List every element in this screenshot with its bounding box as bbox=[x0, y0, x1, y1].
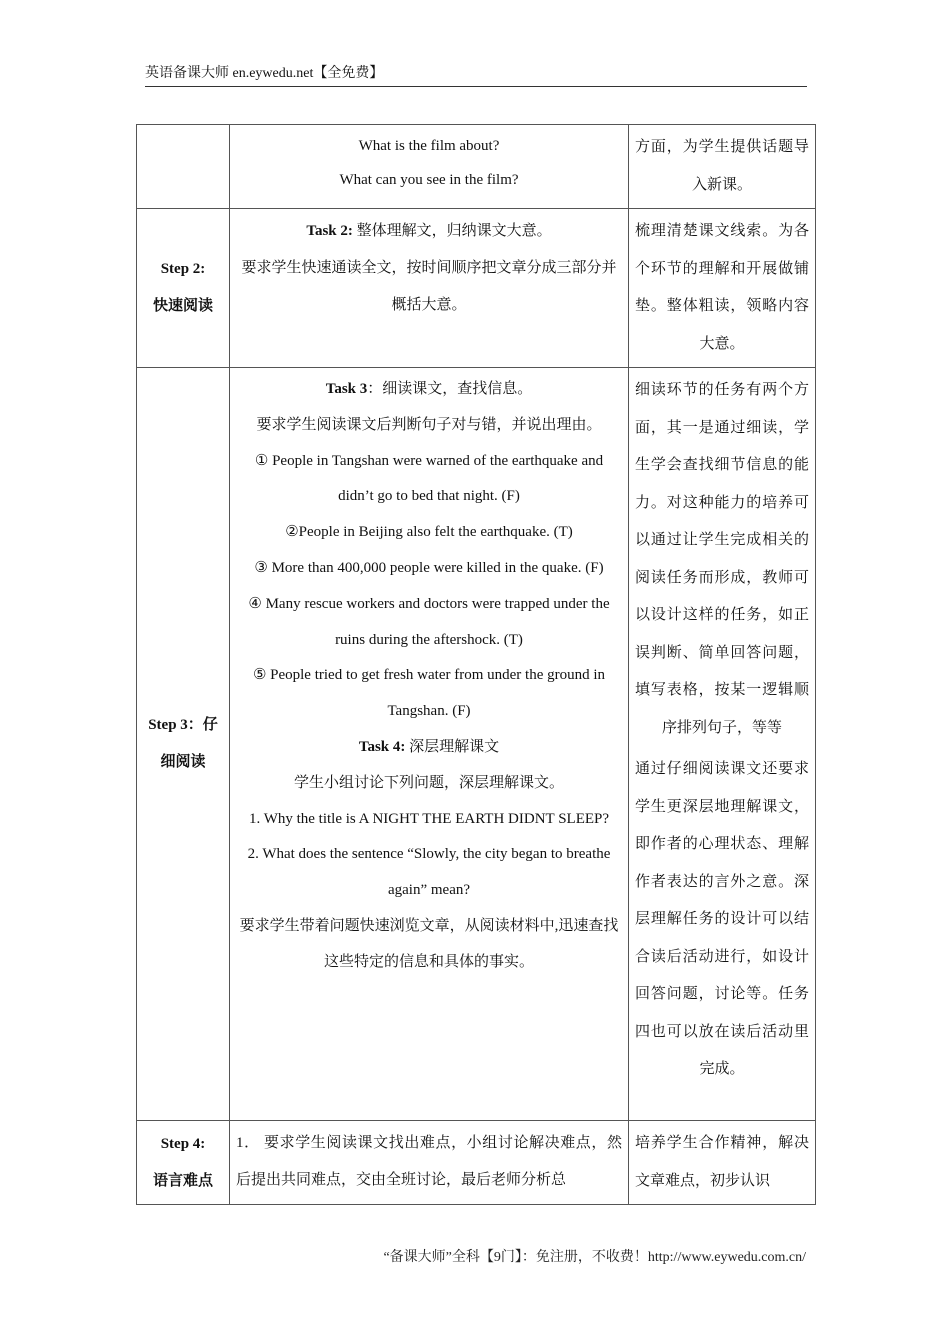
lesson-plan-table bbox=[136, 124, 816, 1205]
step-cell bbox=[137, 1121, 230, 1205]
step-cell bbox=[137, 368, 230, 1121]
statement-item: ④ Many rescue workers and doctors were trapped under the ruins during the aftershock. (T) bbox=[248, 595, 610, 648]
table-row bbox=[137, 209, 816, 368]
activity-text: 1． 要求学生阅读课文找出难点，小组讨论解决难点，然后提出共同难点，交由全班讨论，最后老师分析总 bbox=[236, 1135, 622, 1188]
purpose-text: 通过仔细阅读课文还要求学生更深层地理解课文，即作者的心理状态、理解作者表达的言外之意。深层理解任务的设计可以结合读后活动进行，如设计回答问题，讨论等。任务四也可以放在读后活动里完成。 bbox=[635, 761, 809, 1077]
page-header bbox=[145, 64, 807, 87]
activity-cell bbox=[230, 1121, 629, 1205]
purpose-text: 细读环节的任务有两个方面，其一是通过细读，学生学会查找细节信息的能力。对这种能力的培养可以通过让学生完成相关的阅读任务而形成，教师可以设计这样的任务，如正误判断、简单回答问题，填写表格，按某一逻辑顺序排列句子，等等 bbox=[635, 382, 809, 736]
purpose-cell bbox=[629, 125, 816, 209]
step-title: 语言难点 bbox=[152, 1172, 213, 1189]
statement-item: ③ More than 400,000 people were killed in the quake. (F) bbox=[254, 559, 604, 576]
activity-text: 学生小组讨论下列问题，深层理解课文。 bbox=[293, 774, 564, 791]
step-cell bbox=[137, 209, 230, 368]
step-title: 快速阅读 bbox=[152, 298, 213, 314]
step-cell bbox=[137, 125, 230, 209]
activity-text: 要求学生带着问题快速浏览文章，从阅读材料中,迅速查找这些特定的信息和具体的事实。 bbox=[239, 917, 619, 970]
footer-text: “备课大师”全科【9门】：免注册，不收费！http://www.eywedu.com.cn/ bbox=[383, 1250, 806, 1265]
step-label: Step 2: bbox=[160, 261, 206, 277]
purpose-cell bbox=[629, 1121, 816, 1205]
activity-text: 要求学生快速通读全文，按时间顺序把文章分成三部分并概括大意。 bbox=[241, 260, 617, 313]
header-text: 英语备课大师 en.eywedu.net【全免费】 bbox=[145, 66, 384, 81]
activity-cell bbox=[230, 125, 629, 209]
statement-item: ②People in Beijing also felt the earthquake. (T) bbox=[285, 524, 573, 541]
purpose-text: 培养学生合作精神，解决文章难点，初步认识 bbox=[635, 1135, 809, 1189]
activity-cell bbox=[230, 368, 629, 1121]
task-heading: Task 4: 深层理解课文 bbox=[358, 738, 500, 755]
purpose-cell bbox=[629, 209, 816, 368]
step-label: Step 4: bbox=[160, 1135, 206, 1152]
step-label: Step 3：仔 bbox=[148, 717, 218, 733]
question-item: 1. Why the title is A NIGHT THE EARTH DIDNT SLEEP? bbox=[248, 810, 610, 827]
table-row bbox=[137, 125, 816, 209]
task-heading: Task 2: 整体理解文，归纳课文大意。 bbox=[306, 223, 552, 239]
activity-line: What can you see in the film? bbox=[339, 172, 519, 188]
statement-item: ① People in Tangshan were warned of the earthquake and didn’t go to bed that night. (F) bbox=[254, 452, 604, 505]
page-footer bbox=[383, 1246, 806, 1266]
table-row bbox=[137, 368, 816, 1121]
activity-text: 要求学生阅读课文后判断句子对与错，并说出理由。 bbox=[256, 416, 602, 433]
question-item: 2. What does the sentence “Slowly, the city began to breathe again” mean? bbox=[247, 846, 611, 899]
statement-item: ⑤ People tried to get fresh water from under the ground in Tangshan. (F) bbox=[252, 667, 606, 720]
activity-line: What is the film about? bbox=[358, 138, 500, 154]
purpose-cell bbox=[629, 368, 816, 1121]
purpose-text: 梳理清楚课文线索。为各个环节的理解和开展做铺垫。整体粗读，领略内容大意。 bbox=[635, 223, 809, 352]
table-row bbox=[137, 1121, 816, 1205]
task-heading: Task 3：细读课文，查找信息。 bbox=[325, 381, 533, 397]
step-title: 细阅读 bbox=[160, 754, 206, 770]
purpose-text: 方面，为学生提供话题导入新课。 bbox=[635, 139, 809, 193]
activity-cell bbox=[230, 209, 629, 368]
